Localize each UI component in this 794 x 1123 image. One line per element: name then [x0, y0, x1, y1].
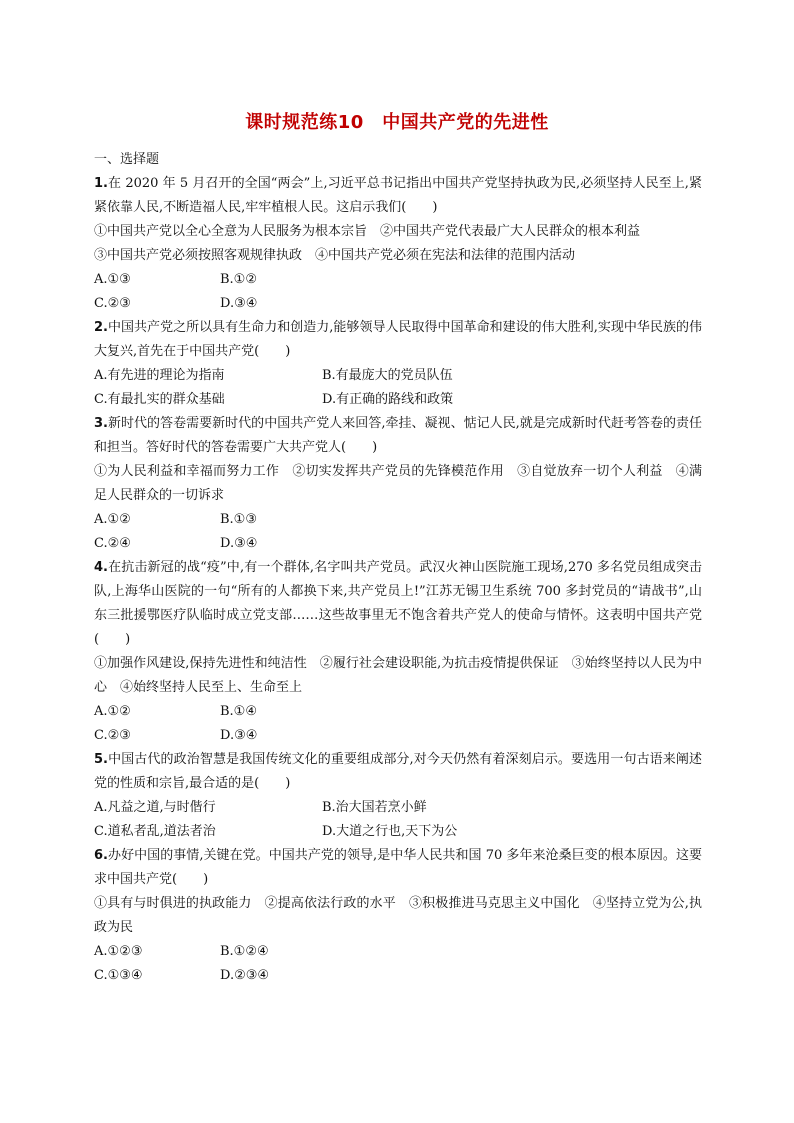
question-stem — [94, 172, 702, 220]
answer-option[interactable]: A.凡益之道,与时偕行 — [94, 800, 216, 815]
answer-option[interactable]: B.治大国若烹小鲜 — [322, 800, 427, 815]
question-stem — [94, 748, 702, 796]
answer-option[interactable]: C.有最扎实的群众基础 — [94, 392, 225, 407]
question-number: 4. — [94, 560, 108, 575]
question-stem — [94, 556, 702, 652]
statement-line: ①中国共产党以全心全意为人民服务为根本宗旨 ②中国共产党代表最广大人民群众的根本利益 — [94, 224, 641, 239]
question-block — [94, 556, 702, 748]
answer-option[interactable]: C.②③ — [94, 728, 131, 743]
statement-line: ①具有与时俱进的执政能力 ②提高依法行政的水平 ③积极推进马克思主义中国化 ④坚持立党为公,执政为民 — [94, 896, 702, 935]
question-text: 新时代的答卷需要新时代的中国共产党人来回答,牵挂、凝视、惦记人民,就是完成新时代赶考答卷的责任和担当。答好时代的答卷需要广大共产党人( ) — [94, 416, 702, 455]
answer-option[interactable]: D.③④ — [220, 728, 258, 743]
question-text: 在抗击新冠的战“疫”中,有一个群体,名字叫共产党员。武汉火神山医院施工现场,270 多名党员组成突击队,上海华山医院的一句“所有的人都换下来,共产党员上!”江苏无锡卫生系统 700 多封党员的“请战书”,山东三批援鄂医疗队临时成立党支部……这些故事里无不饱含着共产党人的使命与情怀。这表明中国共产党( ) — [94, 560, 702, 647]
answer-option[interactable]: C.①③④ — [94, 968, 143, 983]
answer-option[interactable]: A.①② — [94, 704, 131, 719]
answer-option[interactable]: A.有先进的理论为指南 — [94, 368, 225, 383]
question-stem — [94, 844, 702, 892]
answer-option[interactable]: A.①③ — [94, 272, 131, 287]
answer-option[interactable]: B.①②④ — [220, 944, 269, 959]
answer-option[interactable]: B.①④ — [220, 704, 257, 719]
question-number: 1. — [94, 176, 108, 191]
question-block — [94, 412, 702, 556]
answer-options — [94, 508, 702, 556]
statement-line: ③中国共产党必须按照客观规律执政 ④中国共产党必须在宪法和法律的范围内活动 — [94, 248, 576, 263]
question-text: 在 2020 年 5 月召开的全国“两会”上,习近平总书记指出中国共产党坚持执政为民,必须坚持人民至上,紧紧依靠人民,不断造福人民,牢牢植根人民。这启示我们( ) — [94, 176, 702, 215]
answer-option[interactable]: D.③④ — [220, 536, 258, 551]
answer-option[interactable]: B.①③ — [220, 512, 257, 527]
question-list — [94, 148, 702, 988]
answer-option[interactable]: C.②③ — [94, 296, 131, 311]
question-number: 3. — [94, 416, 108, 431]
question-number: 6. — [94, 848, 108, 863]
answer-options — [94, 700, 702, 748]
question-text: 中国古代的政治智慧是我国传统文化的重要组成部分,对今天仍然有着深刻启示。要选用一句古语来阐述党的性质和宗旨,最合适的是( ) — [94, 752, 702, 791]
answer-option[interactable]: B.①② — [220, 272, 257, 287]
answer-option[interactable]: C.②④ — [94, 536, 131, 551]
answer-options — [94, 796, 702, 844]
question-block — [94, 748, 702, 844]
answer-options — [94, 940, 702, 988]
question-stem — [94, 412, 702, 460]
page-title: 课时规范练10 中国共产党的先进性 — [245, 112, 549, 133]
question-text: 中国共产党之所以具有生命力和创造力,能够领导人民取得中国革命和建设的伟大胜利,实现中华民族的伟大复兴,首先在于中国共产党( ) — [94, 320, 702, 359]
answer-option[interactable]: D.有正确的路线和政策 — [322, 392, 454, 407]
answer-options — [94, 364, 702, 412]
answer-option[interactable]: A.①② — [94, 512, 131, 527]
question-number: 5. — [94, 752, 108, 767]
section-heading: 一、选择题 — [94, 152, 160, 167]
answer-option[interactable]: D.大道之行也,天下为公 — [322, 824, 458, 839]
question-number: 2. — [94, 320, 108, 335]
question-block — [94, 316, 702, 412]
question-text: 办好中国的事情,关键在党。中国共产党的领导,是中华人民共和国 70 多年来沧桑巨变的根本原因。这要求中国共产党( ) — [94, 848, 702, 887]
answer-option[interactable]: D.②③④ — [220, 968, 270, 983]
statement-line: ①为人民利益和幸福而努力工作 ②切实发挥共产党员的先锋模范作用 ③自觉放弃一切个人利益 ④满足人民群众的一切诉求 — [94, 464, 702, 503]
answer-options — [94, 268, 702, 316]
answer-option[interactable]: D.③④ — [220, 296, 258, 311]
question-block — [94, 844, 702, 988]
answer-option[interactable]: B.有最庞大的党员队伍 — [322, 368, 453, 383]
answer-option[interactable]: C.道私者乱,道法者治 — [94, 824, 216, 839]
statement-line: ①加强作风建设,保持先进性和纯洁性 ②履行社会建设职能,为抗击疫情提供保证 ③始终坚持以人民为中心 ④始终坚持人民至上、生命至上 — [94, 656, 702, 695]
answer-option[interactable]: A.①②③ — [94, 944, 143, 959]
question-stem — [94, 316, 702, 364]
question-block — [94, 172, 702, 316]
